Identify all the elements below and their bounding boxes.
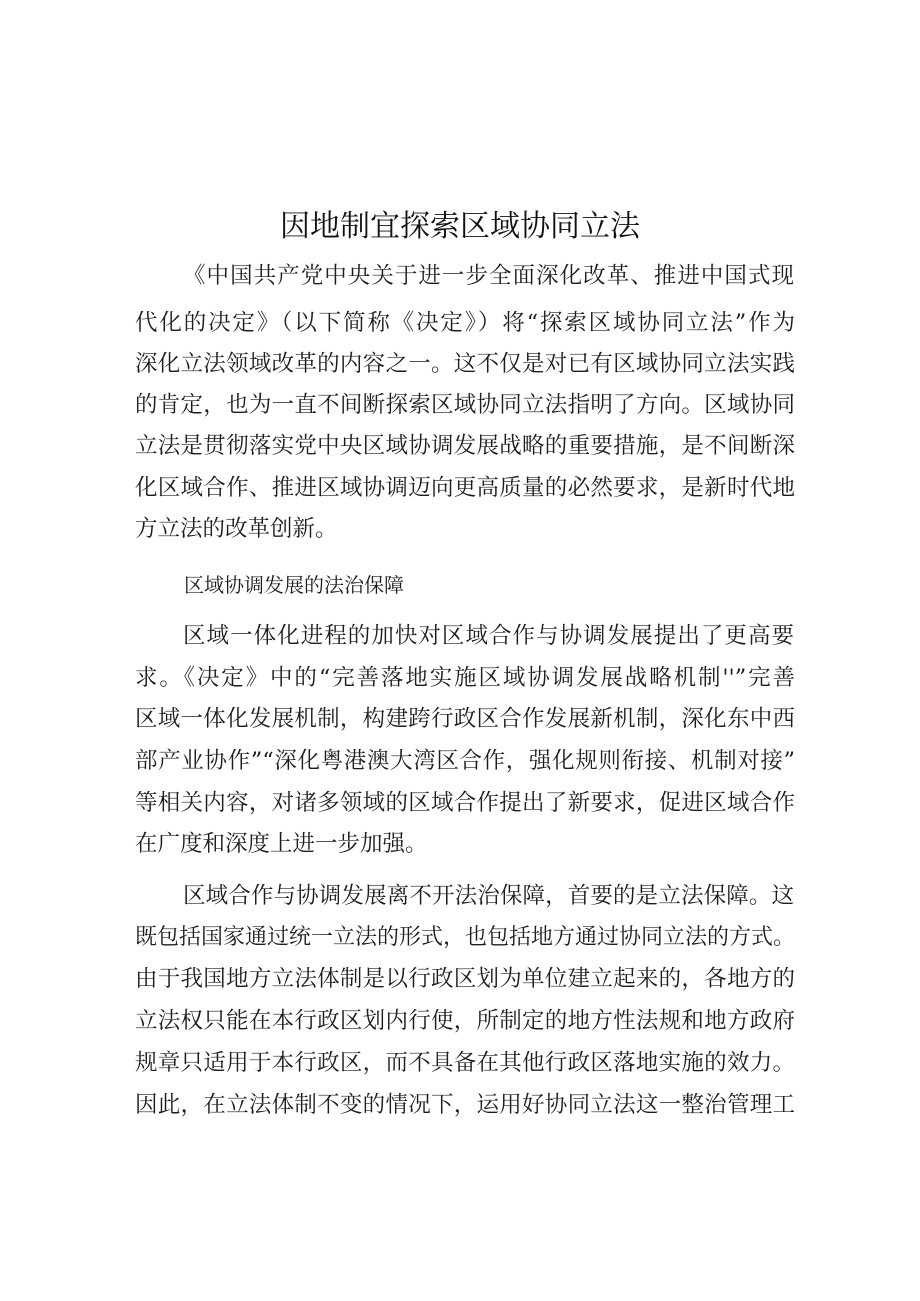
paragraph-1-line-4: 的肯定，也为一直不间断探索区域协同立法指明了方向。区域协同	[135, 392, 795, 418]
paragraph-1-line-5: 立法是贯彻落实党中央区域协调发展战略的重要措施，是不间断深	[135, 433, 795, 459]
paragraph-2-line-5: 等相关内容，对诸多领域的区域合作提出了新要求，促进区域合作	[135, 790, 795, 816]
paragraph-3-line-3: 由于我国地方立法体制是以行政区划为单位建立起来的，各地方的	[135, 966, 795, 992]
paragraph-3-line-6: 因此，在立法体制不变的情况下，运用好协同立法这一整治管理工	[135, 1092, 795, 1118]
paragraph-1-line-2: 代化的决定》（以下简称《决定》）将“探索区域协同立法”作为	[135, 310, 795, 336]
paragraph-1-line-7: 方立法的改革创新。	[135, 516, 338, 542]
paragraph-1-line-3: 深化立法领域改革的内容之一。这不仅是对已有区域协同立法实践	[135, 351, 795, 377]
paragraph-2-line-1: 区域一体化进程的加快对区域合作与协调发展提出了更高要	[183, 623, 794, 649]
paragraph-2-line-6: 在广度和深度上进一步加强。	[135, 831, 428, 857]
section-heading: 区域协调发展的法治保障	[184, 573, 404, 597]
paragraph-1-line-1: 《中国共产党中央关于进一步全面深化改革、推进中国式现	[183, 263, 794, 289]
paragraph-2-line-2: 求。《决定》中的“完善落地实施区域协调发展战略机制''”完善	[135, 665, 795, 691]
paragraph-3-line-5: 规章只适用于本行政区，而不具备在其他行政区落地实施的效力。	[135, 1050, 795, 1076]
paragraph-2-line-4: 部产业协作”“深化粤港澳大湾区合作，强化规则衔接、机制对接”	[135, 748, 795, 774]
document-title: 因地制宜探索区域协同立法	[280, 209, 640, 244]
paragraph-3-line-4: 立法权只能在本行政区划内行使，所制定的地方性法规和地方政府	[135, 1008, 795, 1034]
paragraph-3-line-1: 区域合作与协调发展离不开法治保障，首要的是立法保障。这	[183, 883, 794, 909]
paragraph-1-line-6: 化区域合作、推进区域协调迈向更高质量的必然要求，是新时代地	[135, 475, 795, 501]
paragraph-2-line-3: 区域一体化发展机制，构建跨行政区合作发展新机制，深化东中西	[135, 706, 795, 732]
paragraph-3-line-2: 既包括国家通过统一立法的形式，也包括地方通过协同立法的方式。	[135, 925, 796, 950]
